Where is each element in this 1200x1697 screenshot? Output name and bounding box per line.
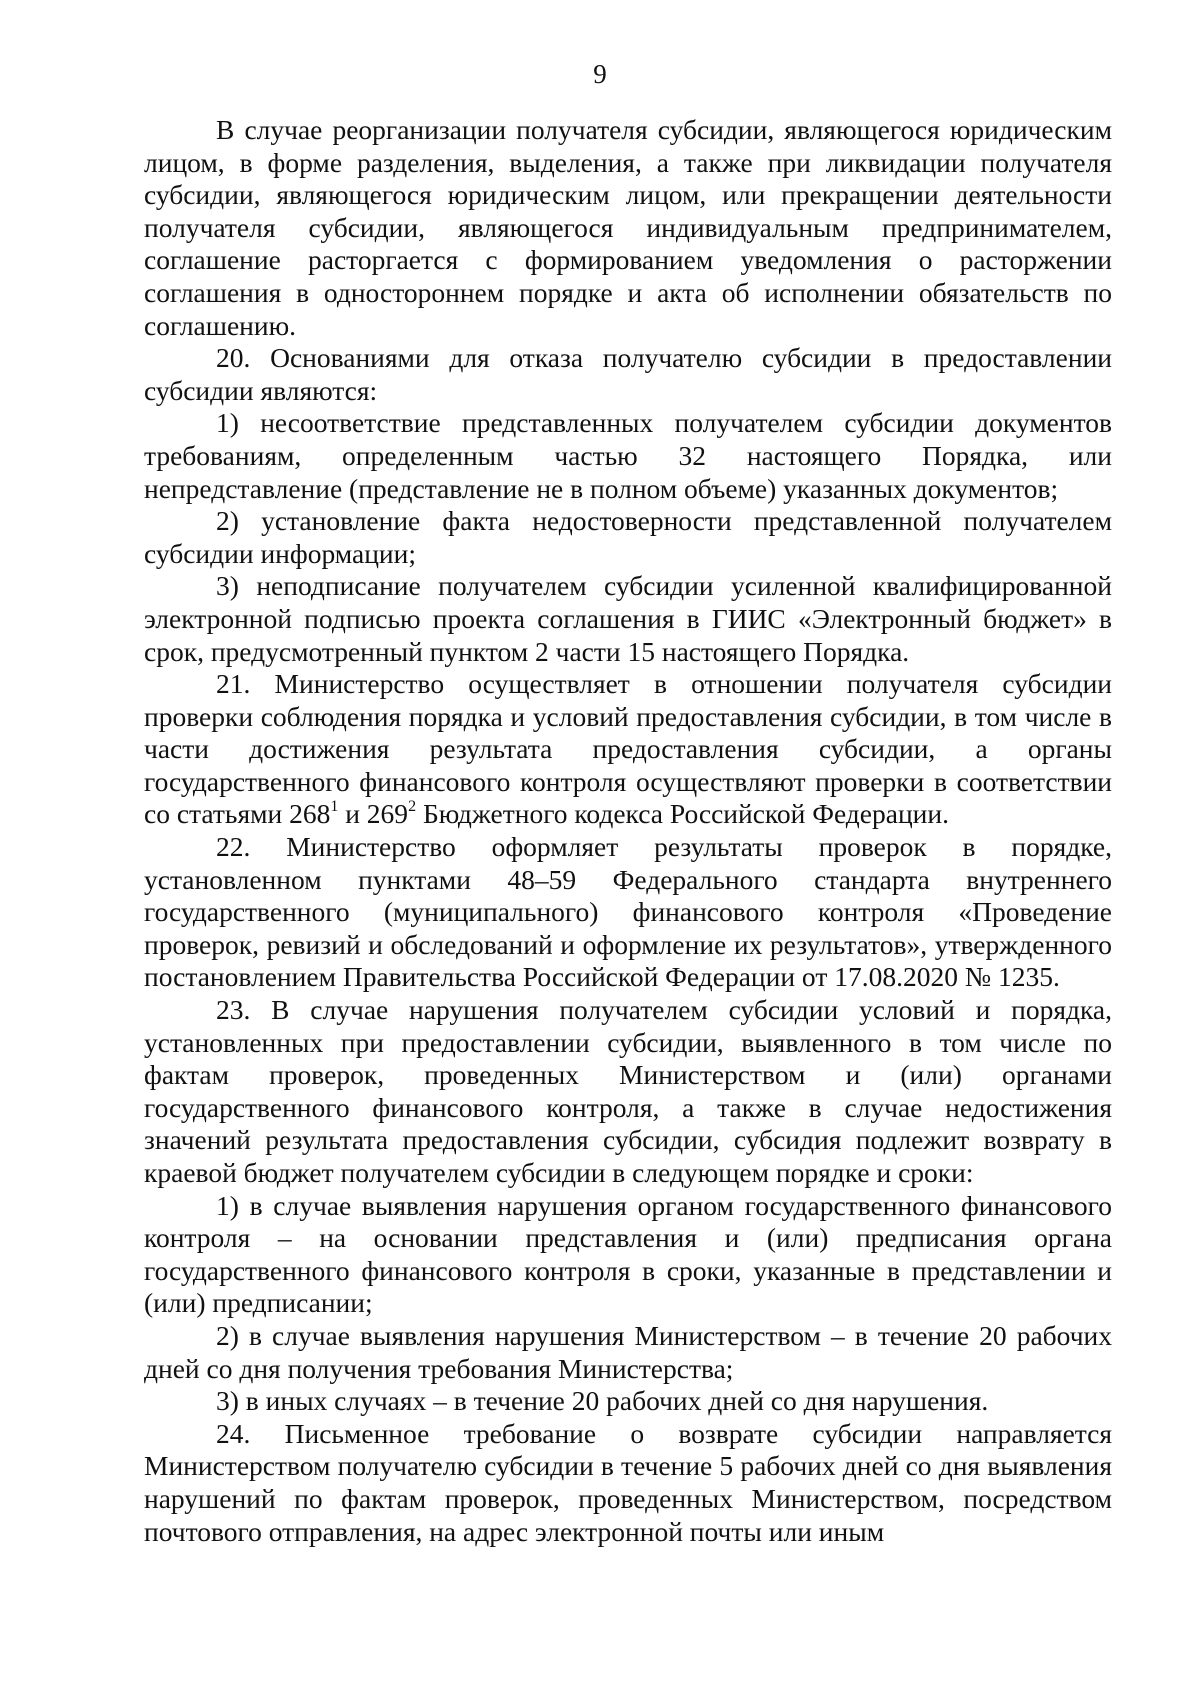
paragraph-20-item-3: 3) неподписание получателем субсидии усиленной квалифицированной электронной подписью проекта соглашения в ГИИС «Электронный бюджет» в срок, предусмотренный пунктом 2 части 15 настоящего Порядка. [144,570,1112,667]
paragraph-21-text-after: Бюджетного кодекса Российской Федерации. [416,798,949,830]
superscript-2: 2 [408,798,417,816]
paragraph-20-item-2: 2) установление факта недостоверности представленной получателем субсидии информации; [144,505,1112,569]
page-number: 9 [593,59,607,89]
paragraph-reorganization: В случае реорганизации получателя субсидии, являющегося юридическим лицом, в форме разделения, выделения, а также при ликвидации получателя субсидии, являющегося юридическим лицом, или прекращении деятельности получателя субсидии, являющегося индивидуальным предпринимателем, соглашение расторгается с формированием уведомления о расторжении соглашения в одностороннем порядке и акта об исполнении обязательств по соглашению. [144,114,1112,341]
paragraph-23-violation: 23. В случае нарушения получателем субсидии условий и порядка, установленных при предоставлении субсидии, выявленного в том числе по фактам проверок, проведенных Министерством и (или) органами государственного финансового контроля, а также в случае недостижения значений результата предоставления субсидии, субсидия подлежит возврату в краевой бюджет получателем субсидии в следующем порядке и сроки: [144,994,1112,1188]
paragraph-23-item-1: 1) в случае выявления нарушения органом государственного финансового контроля – на основании представления и (или) предписания органа государственного финансового контроля в сроки, указанные в представлении и (или) предписании; [144,1189,1112,1319]
document-body [144,114,1112,1548]
paragraph-21-text-before: 21. Министерство осуществляет в отношении получателя субсидии проверки соблюдения порядка и условий предоставления субсидии, в том числе в части достижения результата предоставления субсидии, а органы государственного финансового контроля осуществляют проверки в соответствии со статьями 268 [144,668,1112,830]
paragraph-23-item-3: 3) в иных случаях – в течение 20 рабочих дней со дня нарушения. [216,1385,989,1417]
paragraph-20-item-1: 1) несоответствие представленных получателем субсидии документов требованиям, определенным частью 32 настоящего Порядка, или непредставление (представление не в полном объеме) указанных документов; [144,407,1112,504]
paragraph-20-refusal-grounds: 20. Основаниями для отказа получателю субсидии в предоставлении субсидии являются: [144,342,1112,406]
paragraph-24-demand: 24. Письменное требование о возврате субсидии направляется Министерством получателю субсидии в течение 5 рабочих дней со дня выявления нарушений по фактам проверок, проведенных Министерством, посредством почтового отправления, на адрес электронной почты или иным [144,1417,1112,1547]
paragraph-21-text-middle: и 269 [338,798,409,830]
superscript-1: 1 [330,798,339,816]
paragraph-21-inspections [144,668,1112,831]
paragraph-22-results: 22. Министерство оформляет результаты проверок в порядке, установленном пунктами 48–59 Федерального стандарта внутреннего государственного (муниципального) финансового контроля «Проведение проверок, ревизий и обследований и оформление их результатов», утвержденного постановлением Правительства Российской Федерации от 17.08.2020 № 1235. [144,831,1112,993]
paragraph-23-item-2: 2) в случае выявления нарушения Министерством – в течение 20 рабочих дней со дня получения требования Министерства; [144,1319,1112,1384]
